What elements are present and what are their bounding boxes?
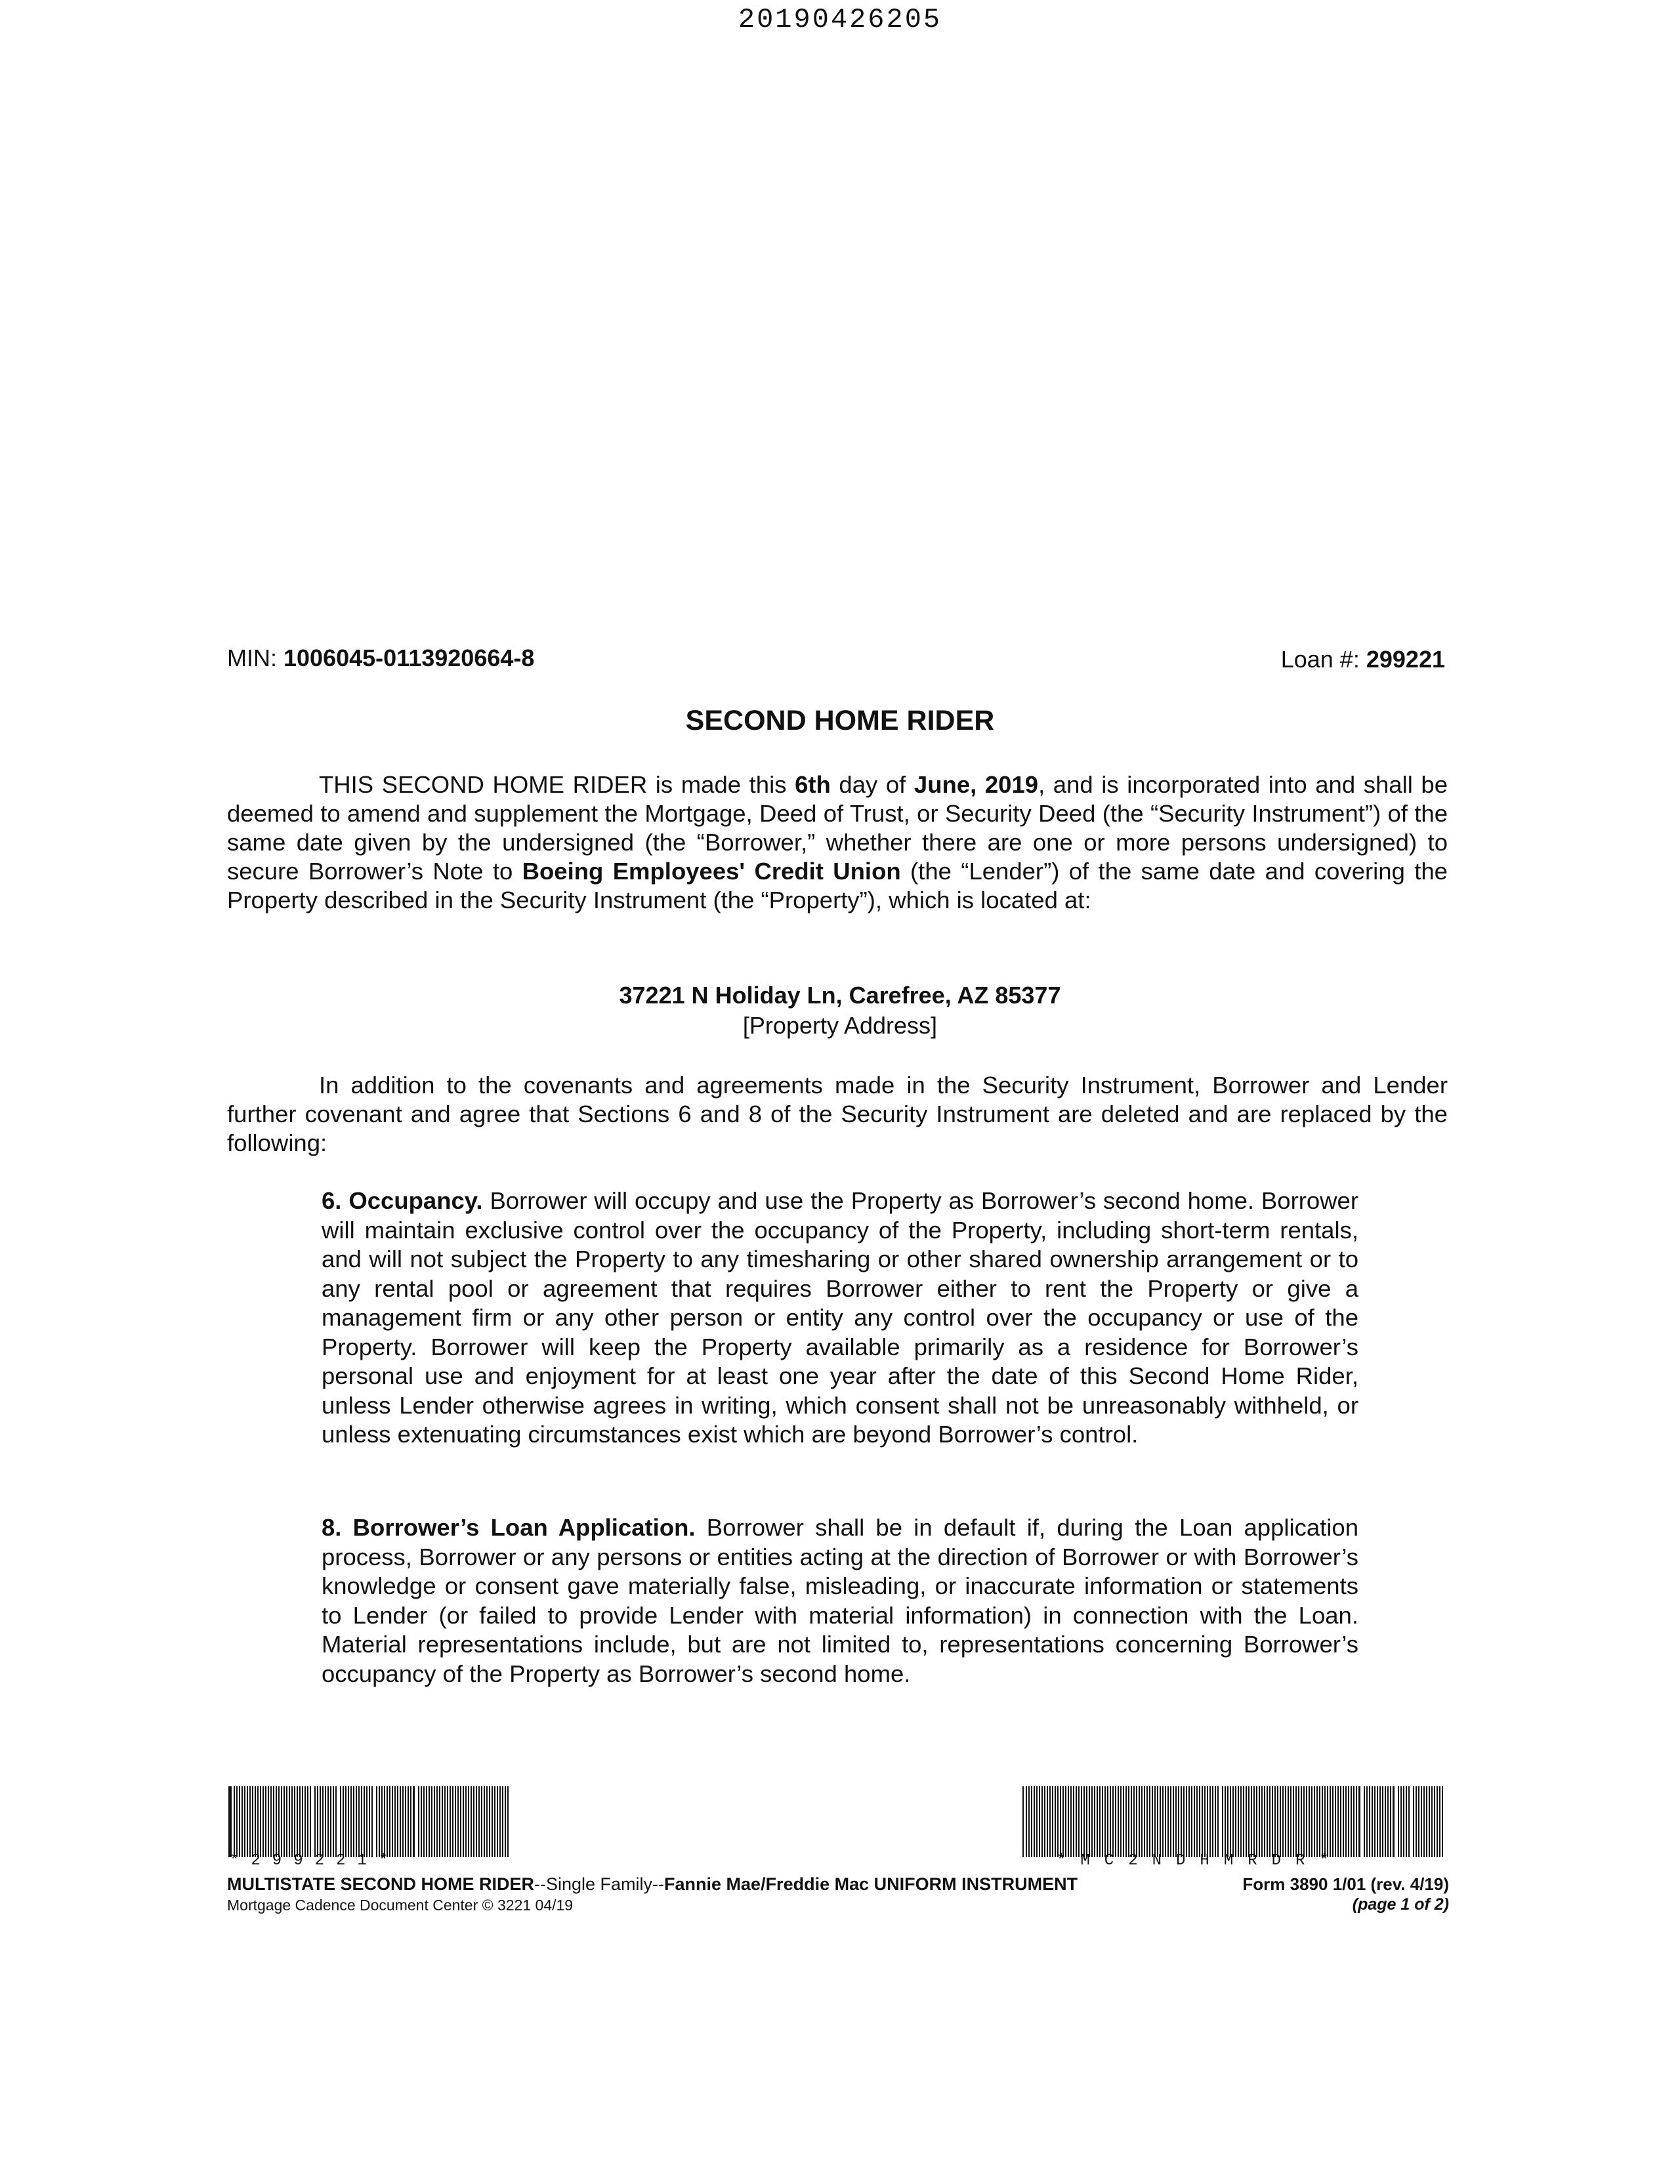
barcode-bar <box>408 1786 409 1857</box>
barcode-bar <box>262 1786 264 1857</box>
barcode-bar <box>1382 1786 1383 1857</box>
barcode-bar <box>1133 1786 1135 1857</box>
barcode-bar <box>335 1786 337 1857</box>
barcode-bar <box>1348 1786 1349 1857</box>
barcode-bar <box>322 1786 324 1857</box>
barcode-bar <box>1418 1786 1419 1857</box>
barcode-bar <box>426 1786 427 1857</box>
barcode-bar <box>1246 1786 1247 1857</box>
barcode-bar <box>410 1786 411 1857</box>
barcode-bar <box>304 1786 306 1857</box>
barcode-bar <box>1238 1786 1239 1857</box>
barcode-bar <box>1196 1786 1198 1857</box>
lender-name: Boeing Employees' Credit Union <box>522 858 901 885</box>
barcode-bar <box>1225 1786 1226 1857</box>
barcode-bar <box>1379 1786 1381 1857</box>
property-address: 37221 N Holiday Ln, Carefree, AZ 85377 <box>619 982 1061 1009</box>
barcode-bar <box>1112 1786 1114 1857</box>
barcode-bar <box>1115 1786 1116 1857</box>
barcode-bar <box>1083 1786 1085 1857</box>
barcode-bar <box>302 1786 303 1857</box>
barcode-bar <box>358 1786 360 1857</box>
min-value: 1006045-0113920664-8 <box>284 644 535 671</box>
barcode-bar <box>1298 1786 1299 1857</box>
barcode-bar <box>1280 1786 1281 1857</box>
barcode-bar <box>457 1786 459 1857</box>
barcode-bar <box>1065 1786 1066 1857</box>
barcode-bar <box>1272 1786 1273 1857</box>
barcode-bar <box>1330 1786 1331 1857</box>
barcode-bar <box>455 1786 456 1857</box>
loan-number <box>1281 646 1445 673</box>
barcode-bar <box>1332 1786 1334 1857</box>
barcode-bar <box>1055 1786 1056 1857</box>
loan-label: Loan #: <box>1280 646 1360 673</box>
barcode-bar <box>1136 1786 1137 1857</box>
min-label: MIN: <box>227 644 277 671</box>
barcode-bar <box>1215 1786 1216 1857</box>
barcode-bar <box>1186 1786 1187 1857</box>
barcode-bar <box>1078 1786 1080 1857</box>
barcode-bar <box>405 1786 406 1857</box>
barcode-bar <box>1026 1786 1027 1857</box>
barcode-bar <box>1311 1786 1312 1857</box>
barcode-bar <box>307 1786 308 1857</box>
barcode-bar <box>1406 1786 1407 1857</box>
barcode-bar <box>1403 1786 1404 1857</box>
barcode-bar <box>1232 1786 1234 1857</box>
barcode-bar <box>1340 1786 1341 1857</box>
barcode-bar <box>317 1786 318 1857</box>
barcode-bar <box>255 1786 256 1857</box>
barcode-bar <box>1327 1786 1328 1857</box>
barcode-bar <box>294 1786 295 1857</box>
barcode-bar <box>486 1786 488 1857</box>
barcode-bar <box>1301 1786 1302 1857</box>
barcode-bar <box>1107 1786 1108 1857</box>
property-address-caption: [Property Address] <box>742 1012 938 1039</box>
barcode-bar <box>1178 1786 1179 1857</box>
barcode-form <box>1022 1786 1446 1857</box>
barcode-bar <box>1209 1786 1211 1857</box>
barcode-bar <box>473 1786 474 1857</box>
barcode-bar <box>481 1786 482 1857</box>
barcode-bar <box>1408 1786 1410 1857</box>
barcode-bar <box>1036 1786 1038 1857</box>
barcode-bar <box>286 1786 287 1857</box>
barcode-bar <box>1207 1786 1208 1857</box>
barcode-bar <box>423 1786 425 1857</box>
barcode-bar <box>297 1786 298 1857</box>
barcode-bar <box>1144 1786 1145 1857</box>
barcode-bar <box>1139 1786 1140 1857</box>
barcode-bar <box>1094 1786 1095 1857</box>
barcode-bar <box>1319 1786 1320 1857</box>
barcode-bar <box>421 1786 422 1857</box>
barcode-bar <box>1285 1786 1286 1857</box>
barcode-loan-text: *299221* <box>230 1852 400 1870</box>
barcode-bar <box>1073 1786 1074 1857</box>
barcode-bar <box>234 1786 235 1857</box>
min-number <box>227 644 534 672</box>
barcode-bar <box>476 1786 477 1857</box>
barcode-bar <box>1290 1786 1292 1857</box>
barcode-bar <box>1259 1786 1260 1857</box>
form-title-main: MULTISTATE SECOND HOME RIDER <box>227 1874 534 1894</box>
barcode-bar <box>260 1786 261 1857</box>
barcode-bar <box>1217 1786 1219 1857</box>
barcode-bar <box>1314 1786 1315 1857</box>
barcode-bar <box>289 1786 290 1857</box>
barcode-bar <box>460 1786 461 1857</box>
barcode-bar <box>1316 1786 1318 1857</box>
section-heading: 6. Occupancy. <box>322 1187 483 1214</box>
barcode-bar <box>1227 1786 1228 1857</box>
barcode-bar <box>389 1786 390 1857</box>
barcode-bar <box>450 1786 451 1857</box>
form-number: Form 3890 1/01 (rev. 4/19) <box>1242 1874 1449 1894</box>
section-body: Borrower will occupy and use the Property as Borrower’s second home. Borrower will maintain exclusive control over the occupancy of the Property, including short-term rentals, and will not subject the Property to any timesharing or other shared ownership arrangement or to any rental pool or agreement that requires Borrower either to rent the Property or give a management firm or any other person or entity any control over the occupancy or use of the Property. Borrower will keep the Property available primarily as a residence for Borrower’s personal use and enjoyment for at least one year after the date of this Second Home Rider, unless Lender otherwise agrees in writing, which consent shall not be unreasonably withheld, or unless extenuating circumstances exist which are beyond Borrower’s control. <box>322 1187 1358 1448</box>
barcode-bar <box>505 1786 506 1857</box>
barcode-bar <box>1091 1786 1093 1857</box>
barcode-bar <box>1170 1786 1171 1857</box>
barcode-bar <box>284 1786 285 1857</box>
barcode-bar <box>502 1786 503 1857</box>
barcode-bar <box>1369 1786 1370 1857</box>
barcode-bar <box>1343 1786 1344 1857</box>
barcode-bar <box>1248 1786 1250 1857</box>
barcode-bar <box>1118 1786 1119 1857</box>
barcode-bar <box>1222 1786 1223 1857</box>
barcode-bar <box>1235 1786 1236 1857</box>
barcode-bar <box>1070 1786 1072 1857</box>
barcode-bar <box>1131 1786 1132 1857</box>
barcode-bar <box>1356 1786 1357 1857</box>
barcode-bar <box>1421 1786 1422 1857</box>
intro-text-3: , and is incorporated into and shall be deemed to amend and supplement the Mortgage, Deed of Trust, or Security Deed (the “Security Instrument”) of the same date given by the undersigned (the “Borrower,” whether there are one or more persons undersigned) to secure Borrower’s Note to <box>227 771 1448 885</box>
barcode-bar <box>1434 1786 1435 1857</box>
barcode-bar <box>1398 1786 1399 1857</box>
barcode-bar <box>281 1786 282 1857</box>
barcode-bar <box>1034 1786 1035 1857</box>
barcode-bar <box>434 1786 435 1857</box>
barcode-bar <box>1306 1786 1307 1857</box>
barcode-bar <box>447 1786 448 1857</box>
barcode-bar <box>1335 1786 1336 1857</box>
barcode-bar <box>366 1786 368 1857</box>
intro-paragraph <box>227 770 1448 915</box>
barcode-bar <box>1261 1786 1263 1857</box>
barcode-bar <box>1429 1786 1430 1857</box>
barcode-bar <box>1269 1786 1270 1857</box>
barcode-bar <box>371 1786 373 1857</box>
barcode-bar <box>468 1786 469 1857</box>
barcode-bar <box>1293 1786 1294 1857</box>
barcode-bar <box>1028 1786 1030 1857</box>
barcode-bar <box>1157 1786 1158 1857</box>
barcode-bar <box>1337 1786 1339 1857</box>
barcode-bar <box>268 1786 269 1857</box>
barcode-bar <box>1181 1786 1182 1857</box>
barcode-bar <box>492 1786 493 1857</box>
barcode-bar <box>1351 1786 1352 1857</box>
barcode-bar <box>1251 1786 1252 1857</box>
barcode-bar <box>320 1786 321 1857</box>
form-title-rest: --Single Family-- <box>534 1874 665 1894</box>
barcode-bar <box>384 1786 385 1857</box>
barcode-bar <box>376 1786 377 1857</box>
barcode-bar <box>353 1786 354 1857</box>
barcode-bar <box>1160 1786 1161 1857</box>
barcode-bar <box>397 1786 398 1857</box>
barcode-bar <box>1212 1786 1213 1857</box>
section-body: Borrower shall be in default if, during the Loan application process, Borrower or any persons or entities acting at the direction of Borrower or with Borrower’s knowledge or consent gave materially false, misleading, or inaccurate information or statements to Lender (or failed to provide Lender with material information) in connection with the Loan. Material representations include, but are not limited to, representations concerning Borrower’s occupancy of the Property as Borrower’s second home. <box>322 1514 1359 1687</box>
barcode-bar <box>1175 1786 1177 1857</box>
barcode-bar <box>1047 1786 1048 1857</box>
barcode-bar <box>361 1786 362 1857</box>
barcode-bar <box>1162 1786 1164 1857</box>
barcode-bar <box>381 1786 383 1857</box>
covenants-paragraph <box>227 1071 1448 1158</box>
property-address-block <box>0 980 1680 1041</box>
barcode-bar <box>1191 1786 1192 1857</box>
barcode-bar <box>1243 1786 1244 1857</box>
barcode-bar <box>1146 1786 1148 1857</box>
barcode-bar <box>1120 1786 1122 1857</box>
barcode-bar <box>1081 1786 1082 1857</box>
barcode-bar <box>1199 1786 1200 1857</box>
barcode-bar <box>1295 1786 1297 1857</box>
section-heading: 8. Borrower’s Loan Application. <box>322 1514 696 1541</box>
barcode-bar <box>402 1786 404 1857</box>
barcode-bar <box>1097 1786 1098 1857</box>
barcode-bar <box>1102 1786 1103 1857</box>
barcode-bar <box>1385 1786 1386 1857</box>
barcode-bar <box>1202 1786 1203 1857</box>
barcode-bar <box>463 1786 464 1857</box>
barcode-bar <box>497 1786 498 1857</box>
barcode-bar <box>348 1786 349 1857</box>
barcode-bar <box>291 1786 293 1857</box>
barcode-bar <box>330 1786 331 1857</box>
intro-text-1: THIS SECOND HOME RIDER is made this <box>319 771 795 798</box>
barcode-bar <box>1400 1786 1402 1857</box>
barcode-bar <box>1110 1786 1111 1857</box>
barcode-bar <box>1044 1786 1045 1857</box>
barcode-bar <box>314 1786 316 1857</box>
barcode-bar <box>1240 1786 1242 1857</box>
barcode-bar <box>478 1786 480 1857</box>
barcode-bar <box>1282 1786 1284 1857</box>
barcode-bar <box>1345 1786 1347 1857</box>
barcode-bar <box>1288 1786 1289 1857</box>
barcode-bar <box>350 1786 352 1857</box>
barcode-bar <box>1204 1786 1206 1857</box>
barcode-bar <box>1052 1786 1053 1857</box>
barcode-bar <box>1442 1786 1443 1857</box>
barcode-bar <box>1188 1786 1190 1857</box>
barcode-bar <box>431 1786 432 1857</box>
barcode-bar <box>369 1786 370 1857</box>
barcode-bar <box>333 1786 334 1857</box>
barcode-bar <box>270 1786 272 1857</box>
rider-day: 6th <box>795 771 831 798</box>
barcode-bar <box>489 1786 490 1857</box>
barcode-bar <box>400 1786 401 1857</box>
barcode-bar <box>1267 1786 1268 1857</box>
barcode-bar <box>436 1786 438 1857</box>
barcode-bar <box>1183 1786 1185 1857</box>
barcode-bar <box>1364 1786 1365 1857</box>
barcode-bar <box>1324 1786 1326 1857</box>
barcode-bar <box>242 1786 243 1857</box>
loan-value: 299221 <box>1366 646 1445 673</box>
barcode-bar <box>1230 1786 1231 1857</box>
barcode-bar <box>1086 1786 1087 1857</box>
barcode-bar <box>1431 1786 1433 1857</box>
barcode-bar <box>1309 1786 1310 1857</box>
form-title <box>227 1874 1078 1895</box>
barcode-bar <box>1413 1786 1414 1857</box>
barcode-bar <box>1377 1786 1378 1857</box>
barcode-bar <box>1062 1786 1064 1857</box>
barcode-bar <box>236 1786 238 1857</box>
barcode-bar <box>1149 1786 1150 1857</box>
barcode-bar <box>252 1786 253 1857</box>
barcode-bar <box>1194 1786 1195 1857</box>
barcode-bar <box>1022 1786 1024 1857</box>
barcode-bar <box>239 1786 240 1857</box>
barcode-bar <box>299 1786 301 1857</box>
barcode-bar <box>1253 1786 1255 1857</box>
barcode-bar <box>444 1786 446 1857</box>
barcode-bar <box>507 1786 509 1857</box>
barcode-bar <box>1041 1786 1043 1857</box>
barcode-bar <box>1099 1786 1101 1857</box>
barcode-bar <box>257 1786 259 1857</box>
barcode-bar <box>1423 1786 1425 1857</box>
barcode-bar <box>1390 1786 1391 1857</box>
barcode-bar <box>499 1786 501 1857</box>
barcode-bar <box>413 1786 415 1857</box>
barcode-bar <box>1104 1786 1106 1857</box>
barcode-bar <box>1303 1786 1305 1857</box>
intro-text-2: day of <box>830 771 914 798</box>
barcode-bar <box>1353 1786 1354 1857</box>
barcode-bar <box>249 1786 251 1857</box>
barcode-bar <box>325 1786 326 1857</box>
barcode-bar <box>1031 1786 1032 1857</box>
barcode-bar <box>1076 1786 1077 1857</box>
barcode-bar <box>1264 1786 1265 1857</box>
barcode-bar <box>494 1786 495 1857</box>
barcode-bar <box>1173 1786 1174 1857</box>
barcode-bar <box>1277 1786 1278 1857</box>
barcode-bar <box>1089 1786 1090 1857</box>
barcode-bar <box>1426 1786 1427 1857</box>
barcode-bar <box>1125 1786 1127 1857</box>
barcode-bar <box>1274 1786 1276 1857</box>
barcode-bar <box>1123 1786 1124 1857</box>
barcode-bar <box>394 1786 396 1857</box>
barcode-bar <box>1141 1786 1143 1857</box>
barcode-bar <box>244 1786 245 1857</box>
barcode-form-text: *MC2NDHMRDR* <box>1057 1852 1343 1870</box>
barcode-bar <box>1374 1786 1376 1857</box>
barcode-loan <box>228 1786 511 1857</box>
barcode-bar <box>429 1786 430 1857</box>
barcode-bar <box>471 1786 472 1857</box>
form-title-agencies: Fannie Mae/Freddie Mac UNIFORM INSTRUMENT <box>664 1874 1078 1894</box>
barcode-bar <box>1152 1786 1153 1857</box>
barcode-bar <box>340 1786 341 1857</box>
barcode-bar <box>1393 1786 1395 1857</box>
covenants-text: In addition to the covenants and agreements made in the Security Instrument, Borrower and Lender further covenant and agree that Sections 6 and 8 of the Security Instrument are deleted and are replaced by the following: <box>227 1072 1448 1156</box>
barcode-bar <box>1256 1786 1257 1857</box>
barcode-bar <box>1439 1786 1440 1857</box>
barcode-bar <box>1039 1786 1040 1857</box>
barcode-bar <box>1128 1786 1129 1857</box>
barcode-bar <box>1049 1786 1051 1857</box>
barcode-bar <box>228 1786 232 1857</box>
barcode-bar <box>484 1786 485 1857</box>
barcode-bar <box>439 1786 440 1857</box>
barcode-bar <box>1416 1786 1417 1857</box>
barcode-bar <box>442 1786 443 1857</box>
rider-month-year: June, 2019 <box>914 771 1039 798</box>
barcode-bar <box>1165 1786 1166 1857</box>
section-occupancy <box>322 1186 1358 1450</box>
barcode-bar <box>343 1786 344 1857</box>
barcode-bar <box>465 1786 467 1857</box>
barcode-bar <box>1437 1786 1438 1857</box>
barcode-bar <box>1366 1786 1368 1857</box>
barcode-bar <box>379 1786 380 1857</box>
barcode-bar <box>452 1786 453 1857</box>
barcode-bar <box>1057 1786 1059 1857</box>
barcode-bar <box>364 1786 365 1857</box>
barcode-bar <box>387 1786 388 1857</box>
barcode-bar <box>273 1786 274 1857</box>
barcode-bar <box>1372 1786 1373 1857</box>
section-loan-application <box>322 1513 1358 1689</box>
page-title: SECOND HOME RIDER <box>685 705 995 736</box>
barcode-bar <box>418 1786 419 1857</box>
barcode-bar <box>1358 1786 1360 1857</box>
barcode-bar <box>392 1786 393 1857</box>
intro-text-4: (the “Lender”) of the same date and covering the Property described in the Security Instrument (the “Property”), which is located at: <box>227 858 1448 914</box>
barcode-bar <box>1322 1786 1323 1857</box>
barcode-bar <box>1154 1786 1156 1857</box>
document-number: 20190426205 <box>738 4 942 35</box>
barcode-bar <box>265 1786 266 1857</box>
page-number: (page 1 of 2) <box>1352 1895 1449 1914</box>
barcode-bar <box>356 1786 357 1857</box>
barcode-bar <box>1167 1786 1169 1857</box>
barcode-bar <box>278 1786 280 1857</box>
barcode-bar <box>1387 1786 1389 1857</box>
barcode-bar <box>1068 1786 1069 1857</box>
barcode-bar <box>276 1786 277 1857</box>
barcode-bar <box>310 1786 311 1857</box>
barcode-bar <box>1060 1786 1061 1857</box>
vendor-line: Mortgage Cadence Document Center © 3221 04/19 <box>227 1897 574 1914</box>
barcode-bar <box>327 1786 329 1857</box>
barcode-bar <box>345 1786 346 1857</box>
barcode-bar <box>247 1786 248 1857</box>
